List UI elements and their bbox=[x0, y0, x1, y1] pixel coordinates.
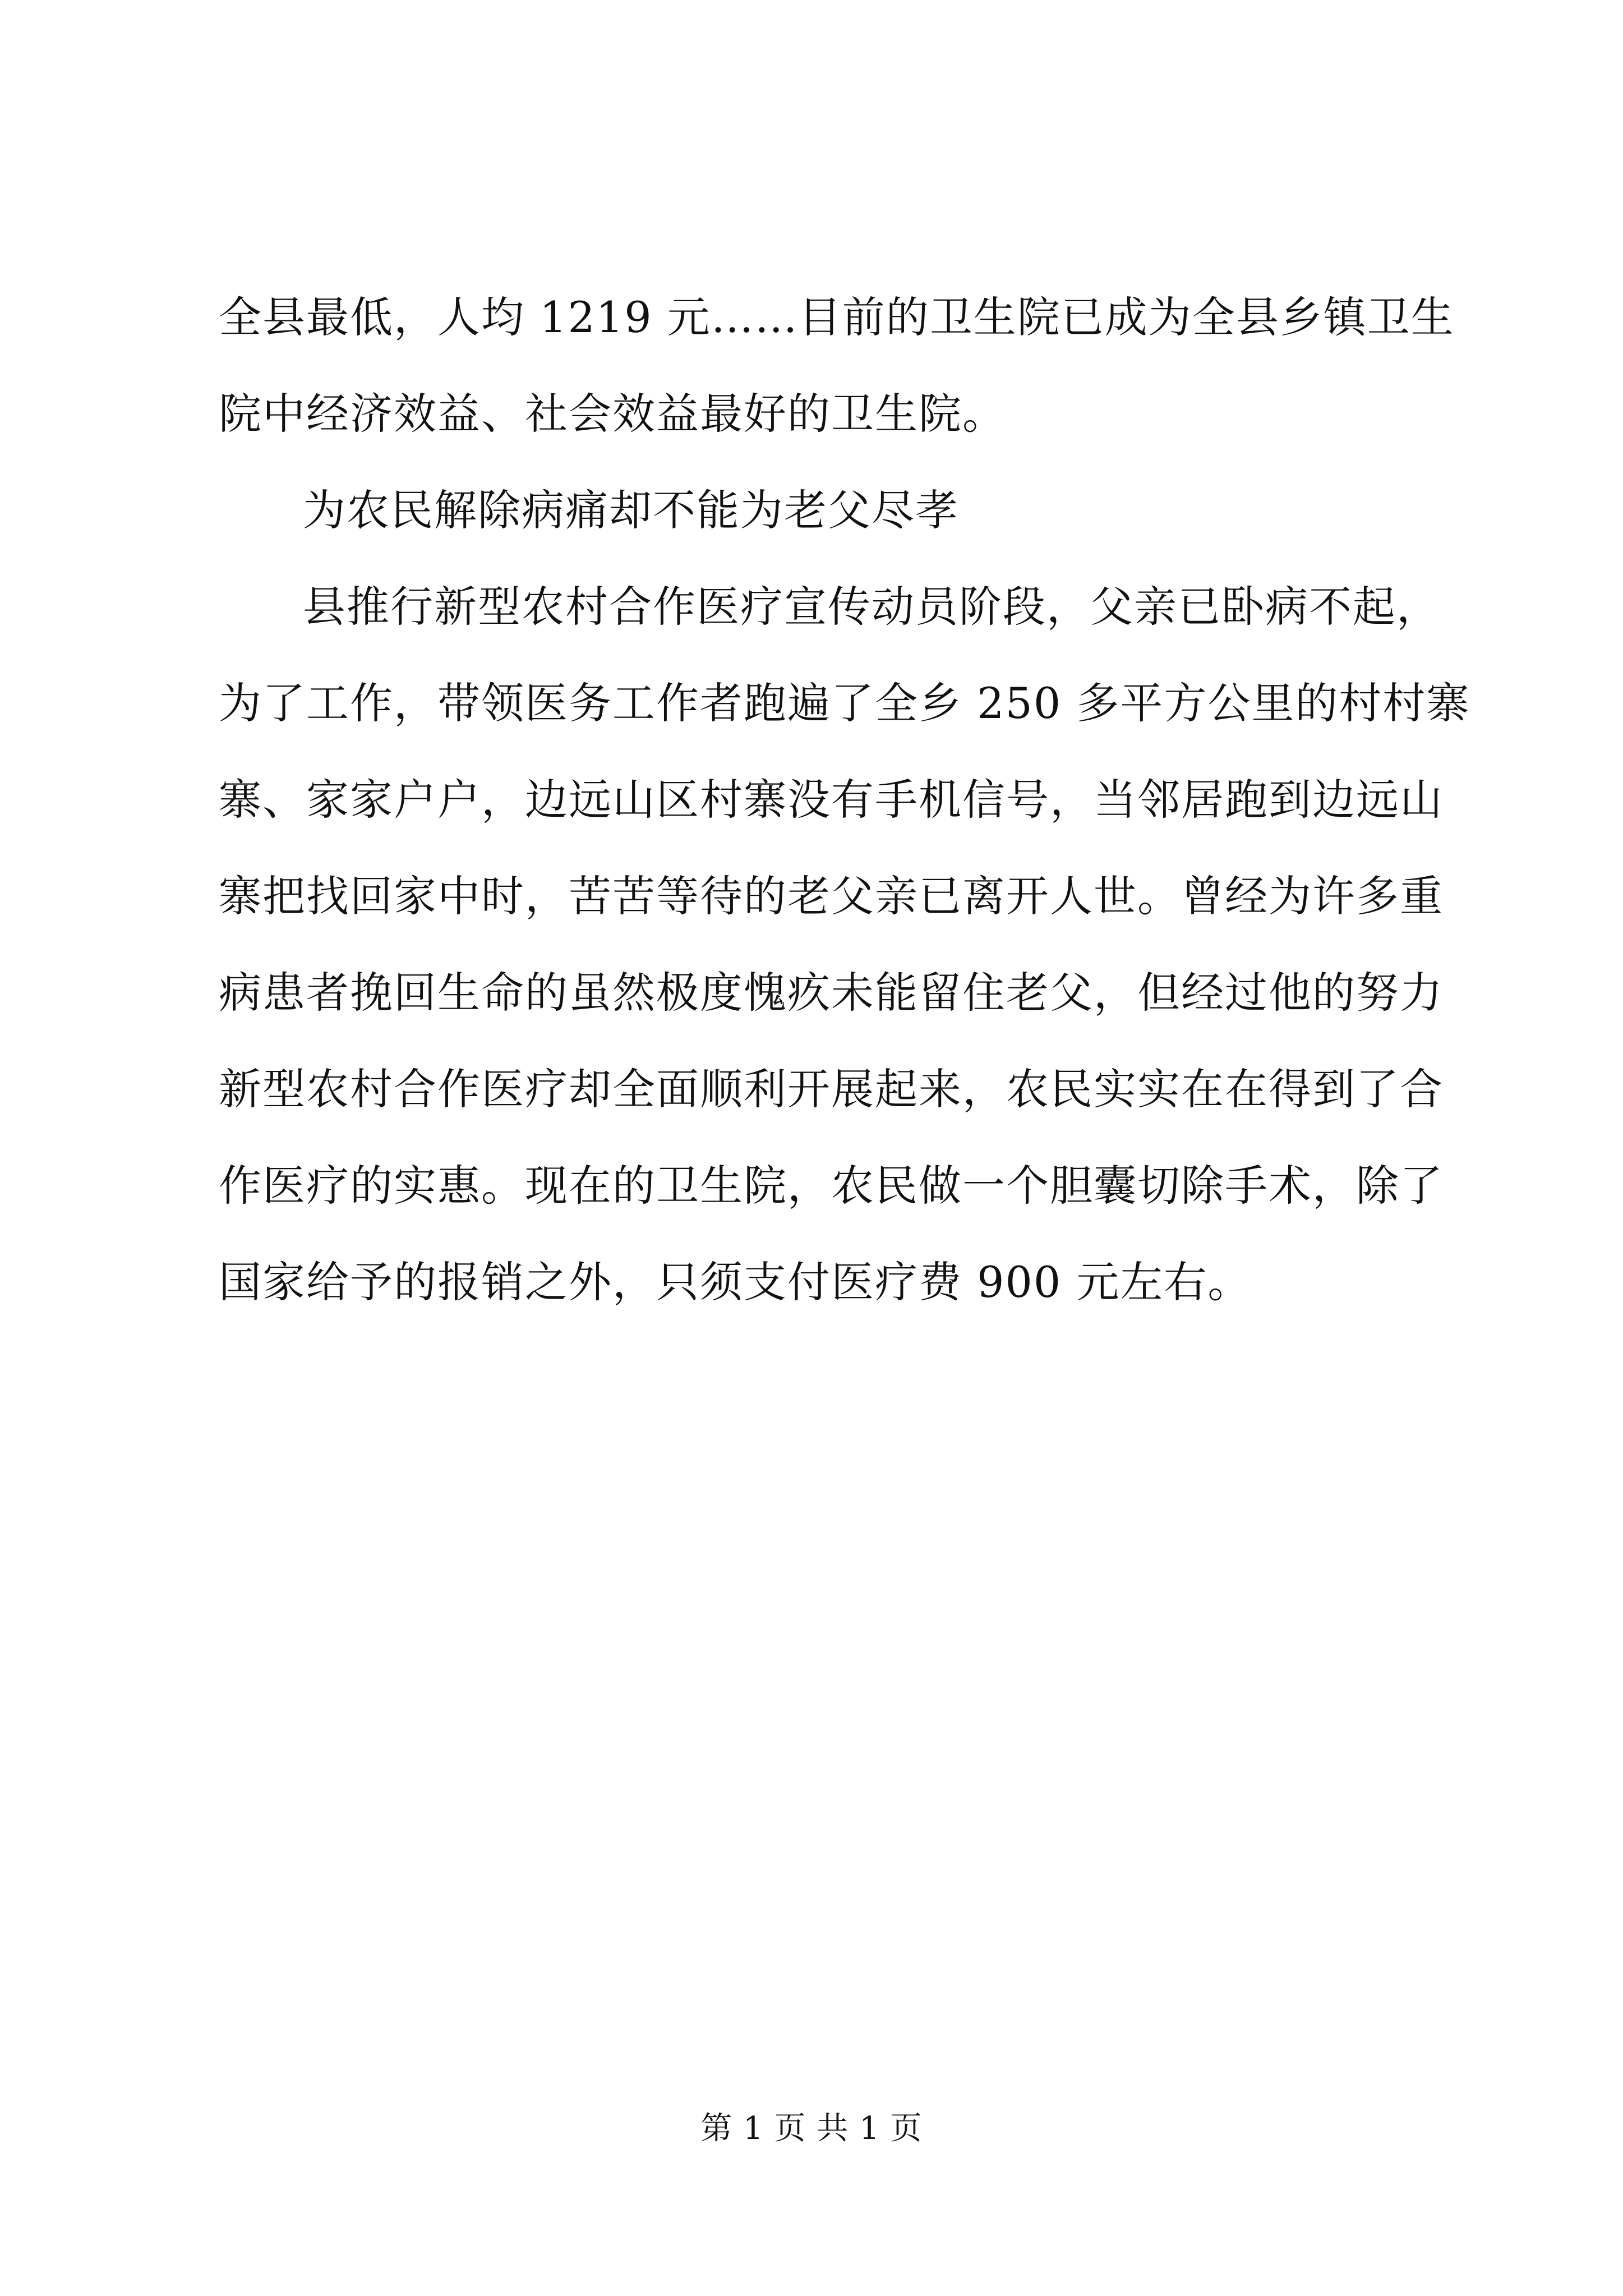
text-line: 国家给予的报销之外，只须支付医疗费 900 元左右。 bbox=[219, 1257, 1252, 1307]
text-line: 县推行新型农村合作医疗宣传动员阶段，父亲已卧病不起， bbox=[303, 582, 1440, 632]
text-line: 寨、家家户户，边远山区村寨没有手机信号，当邻居跑到边远山 bbox=[219, 775, 1444, 825]
text-line: 院中经济效益、社会效益最好的卫生院。 bbox=[219, 389, 1006, 439]
text-line: 全县最低，人均 1219 元……目前的卫生院已成为全县乡镇卫生 bbox=[219, 292, 1455, 342]
text-line: 新型农村合作医疗却全面顺利开展起来，农民实实在在得到了合 bbox=[219, 1064, 1444, 1114]
body-text bbox=[219, 269, 1470, 1331]
text-line: 寨把找回家中时，苦苦等待的老父亲已离开人世。曾经为许多重 bbox=[219, 871, 1444, 921]
page-footer: 第 1 页 共 1 页 bbox=[700, 2110, 923, 2147]
text-line: 病患者挽回生命的虽然极度愧疚未能留住老父，但经过他的努力 bbox=[219, 968, 1444, 1018]
section-heading: 为农民解除病痛却不能为老父尽孝 bbox=[303, 485, 959, 535]
text-line: 作医疗的实惠。现在的卫生院，农民做一个胆囊切除手术，除了 bbox=[219, 1161, 1444, 1211]
text-line: 为了工作，带领医务工作者跑遍了全乡 250 多平方公里的村村寨 bbox=[219, 678, 1470, 728]
